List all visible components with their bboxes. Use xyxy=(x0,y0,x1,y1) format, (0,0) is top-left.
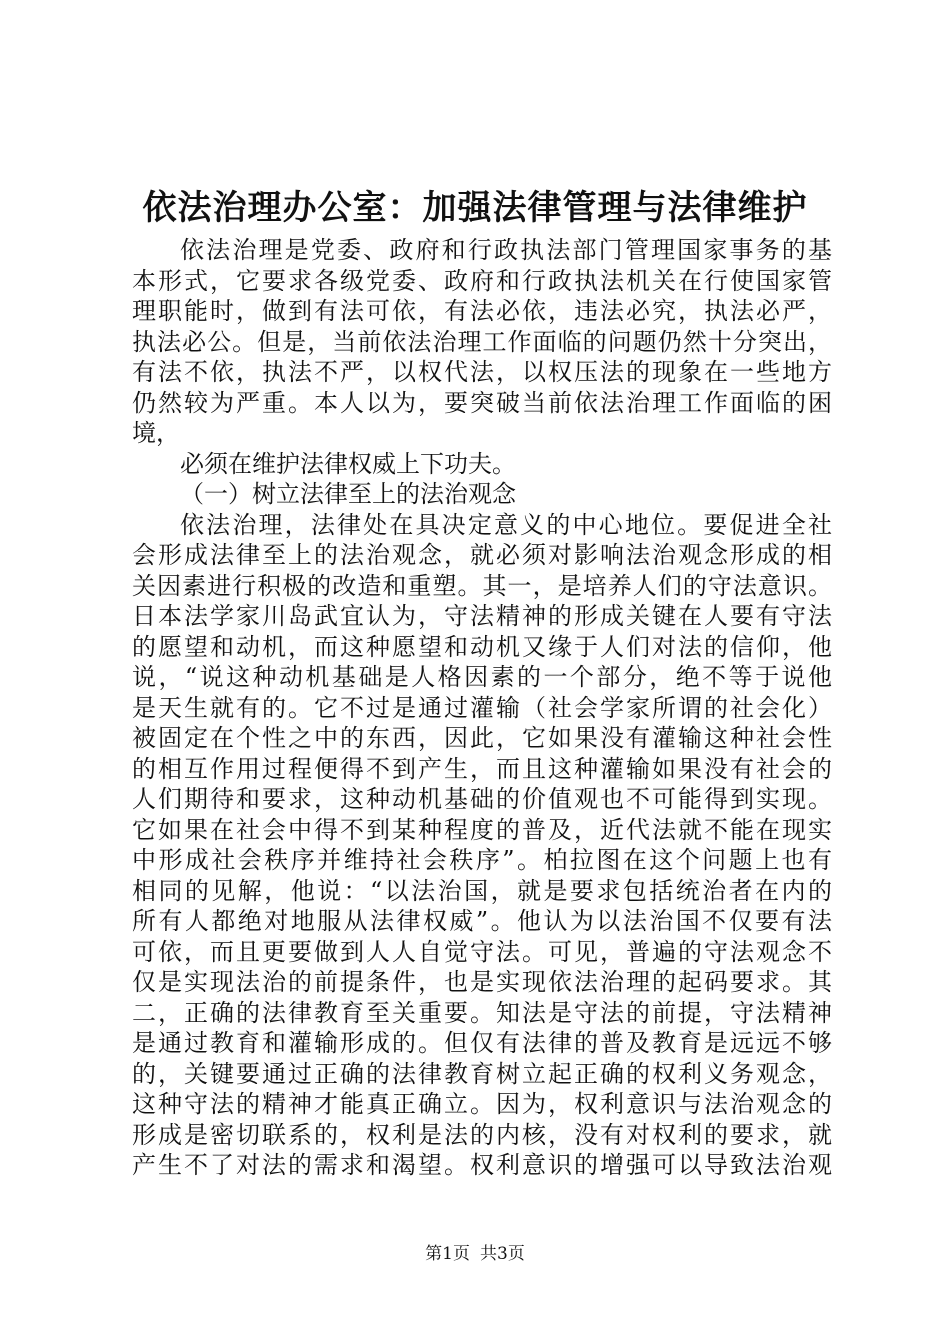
text-line: 依法治理是党委、政府和行政执法部门管理国家事务的基 xyxy=(180,236,832,264)
text-line: 是通过教育和灌输形成的。但仅有法律的普及教育是远远不够 xyxy=(132,1029,832,1057)
page-number: 第1页 xyxy=(425,1244,470,1264)
text-line: 的，关键要通过正确的法律教育树立起正确的权利义务观念， xyxy=(132,1059,832,1088)
text-line: 仍然较为严重。本人以为，要突破当前依法治理工作面临的困 xyxy=(132,388,832,417)
text-line: 二，正确的法律教育至关重要。知法是守法的前提，守法精神 xyxy=(132,998,832,1027)
text-line: 必须在维护法律权威上下功夫。 xyxy=(180,449,516,478)
text-line: 会形成法律至上的法治观念，就必须对影响法治观念形成的相 xyxy=(132,541,832,569)
text-line: 产生不了对法的需求和渴望。权利意识的增强可以导致法治观 xyxy=(132,1151,832,1179)
text-line: 被固定在个性之中的东西，因此，它如果没有灌输这种社会性 xyxy=(132,724,832,752)
document-title: 依法治理办公室：加强法律管理与法律维护 xyxy=(142,188,808,228)
text-line: 境， xyxy=(132,419,180,447)
section-heading: （一）树立法律至上的法治观念 xyxy=(180,480,516,508)
text-line: 依法治理，法律处在具决定意义的中心地位。要促进全社 xyxy=(180,510,832,539)
text-line: 可依，而且更要做到人人自觉守法。可见，普遍的守法观念不 xyxy=(132,937,832,966)
text-line: 理职能时，做到有法可依，有法必依，违法必究，执法必严， xyxy=(132,297,832,325)
text-line: 它如果在社会中得不到某种程度的普及，近代法就不能在现实 xyxy=(132,815,832,844)
text-line: 的愿望和动机，而这种愿望和动机又缘于人们对法的信仰，他 xyxy=(132,632,832,661)
text-line: 的相互作用过程便得不到产生，而且这种灌输如果没有社会的 xyxy=(132,754,832,783)
text-line: 人们期待和要求，这种动机基础的价值观也不可能得到实现。 xyxy=(132,785,832,813)
text-line: 这种守法的精神才能真正确立。因为，权利意识与法治观念的 xyxy=(132,1090,832,1118)
text-line: 关因素进行积极的改造和重塑。其一，是培养人们的守法意识。 xyxy=(132,571,832,600)
text-line: 所有人都绝对地服从法律权威”。他认为以法治国不仅要有法 xyxy=(132,907,832,935)
document-body xyxy=(132,235,832,1181)
page-total: 共3页 xyxy=(480,1244,525,1264)
text-line: 日本法学家川岛武宜认为，守法精神的形成关键在人要有守法 xyxy=(132,602,832,630)
text-line: 是天生就有的。它不过是通过灌输（社会学家所谓的社会化） xyxy=(132,693,832,722)
text-line: 仅是实现法治的前提条件，也是实现依法治理的起码要求。其 xyxy=(132,968,832,996)
text-line: 形成是密切联系的，权利是法的内核，没有对权利的要求，就 xyxy=(132,1120,832,1149)
text-line: 执法必公。但是，当前依法治理工作面临的问题仍然十分突出， xyxy=(132,327,832,356)
text-line: 有法不依，执法不严，以权代法，以权压法的现象在一些地方 xyxy=(132,358,832,386)
text-line: 相同的见解，他说：“以法治国，就是要求包括统治者在内的 xyxy=(132,876,832,905)
page-footer xyxy=(0,1242,950,1266)
text-line: 本形式，它要求各级党委、政府和行政执法机关在行使国家管 xyxy=(132,266,832,295)
text-line: 说，“说这种动机基础是人格因素的一个部分，绝不等于说他 xyxy=(132,663,832,691)
text-line: 中形成社会秩序并维持社会秩序”。柏拉图在这个问题上也有 xyxy=(132,846,832,874)
